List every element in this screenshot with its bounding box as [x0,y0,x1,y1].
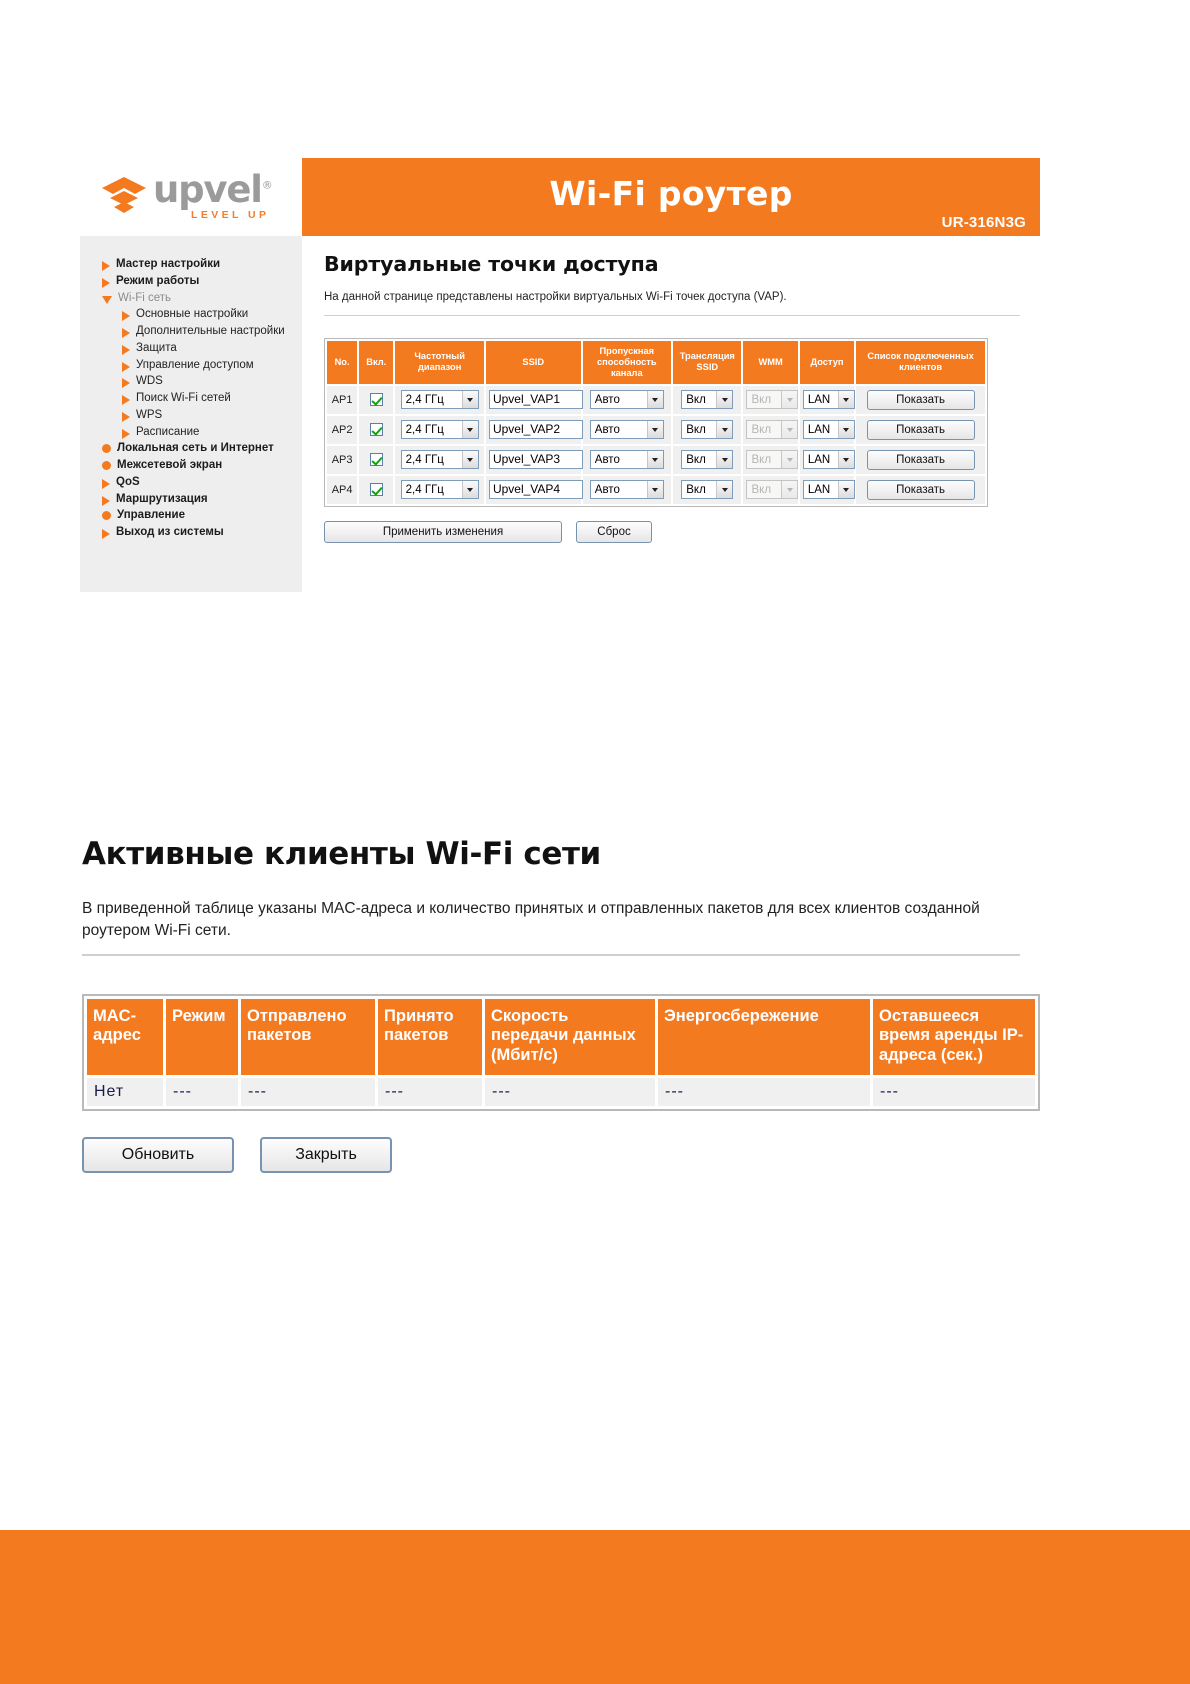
sidebar-item-label: WDS [136,375,163,388]
enable-checkbox[interactable] [370,453,383,466]
col-mac-address: MAC-адрес [87,999,163,1075]
chevron-down-icon [462,391,478,408]
cell-access [800,476,854,504]
sidebar-item-label: WPS [136,408,163,421]
bandwidth-select[interactable] [590,450,664,469]
sidebar-item-16[interactable] [80,524,302,541]
ssid-input[interactable]: Upvel_VAP4 [489,480,583,499]
sidebar-item-14[interactable] [80,491,302,508]
enable-checkbox[interactable] [370,423,383,436]
show-clients-button[interactable]: Показать [867,480,975,500]
clients-table-header-row [87,999,1035,1075]
table-row [327,446,985,474]
chevron-down-icon [838,481,854,498]
broadcast-ssid-select-value: Вкл [686,423,706,436]
chevron-down-icon [781,391,797,408]
vap-table-body [327,386,985,504]
show-clients-button[interactable]: Показать [867,450,975,470]
close-button[interactable]: Закрыть [260,1137,392,1173]
chevron-down-icon [462,481,478,498]
sidebar-item-12[interactable] [80,457,302,474]
col-data-rate: Скорость передачи данных (Мбит/с) [485,999,655,1075]
active-clients-screenshot [82,836,1024,1173]
dot-icon [102,444,111,453]
sidebar-item-13[interactable] [80,474,302,491]
access-select-value: LAN [807,483,831,496]
sidebar-item-0[interactable] [80,256,302,273]
triangle-right-icon [102,479,110,489]
vap-table-header-row [327,341,985,384]
cell-access [800,386,854,414]
active-clients-table [82,994,1040,1111]
triangle-right-icon [122,328,130,338]
col-packets-sent: Отправлено пакетов [241,999,375,1075]
chevron-down-icon [462,451,478,468]
sidebar-item-2[interactable] [80,290,302,307]
broadcast-ssid-select[interactable] [681,450,733,469]
broadcast-ssid-select[interactable] [681,480,733,499]
cell-bandwidth [583,416,672,444]
app-body [80,236,1040,592]
access-select-value: LAN [807,393,831,406]
sidebar-item-label: Режим работы [116,274,200,287]
access-select-value: LAN [807,423,831,436]
col-power-saving: Энергосбережение [658,999,870,1075]
sidebar-item-9[interactable] [80,407,302,424]
triangle-right-icon [122,362,130,372]
cell-wmm [743,476,797,504]
sidebar-item-label: Управление [117,509,185,522]
chevron-down-icon [716,451,732,468]
sidebar-item-5[interactable] [80,340,302,357]
cell-broadcast [673,446,741,474]
sidebar-item-3[interactable] [80,306,302,323]
chevron-down-icon [838,391,854,408]
sidebar-item-10[interactable] [80,424,302,441]
router-admin-screenshot [80,158,1040,592]
cell-clients [856,416,985,444]
col-connected-clients: Список подключенных клиентов [856,341,985,384]
clients-page-description: В приведенной таблице указаны MAC-адреса и количество принятых и отправленных пакетов для всех клиентов созданной роутером Wi-Fi сети. [82,900,980,939]
brand-logo [102,168,272,221]
access-select[interactable] [803,450,855,469]
bandwidth-select[interactable] [590,480,664,499]
page-description: На данной странице представлены настройки виртуальных Wi-Fi точек доступа (VAP). [324,291,787,303]
chevron-down-icon [781,481,797,498]
bandwidth-select-value: Авто [594,423,620,436]
cell-band [395,386,484,414]
table-row [327,416,985,444]
sidebar-item-label: Локальная сеть и Интернет [117,442,274,455]
sidebar-item-8[interactable] [80,390,302,407]
col-packets-received: Принято пакетов [378,999,482,1075]
sidebar-item-6[interactable] [80,357,302,374]
col-lease-time: Оставшееся время аренды IP-адреса (сек.) [873,999,1035,1075]
bandwidth-select[interactable] [590,390,664,409]
sidebar-item-label: Основные настройки [136,308,249,321]
chevron-down-icon [838,451,854,468]
col-band: Частотный диапазон [395,341,484,384]
chevron-down-icon [781,421,797,438]
sidebar-item-label: Поиск Wi-Fi сетей [136,392,231,405]
access-select[interactable] [803,420,855,439]
cell-wmm [743,416,797,444]
device-model-label: UR-316N3G [941,214,1026,231]
logo-pane [80,158,302,236]
cell-wmm [743,446,797,474]
triangle-right-icon [102,261,110,271]
cell-enabled [359,476,393,504]
reset-button[interactable]: Сброс [576,521,652,543]
bandwidth-select-value: Авто [594,453,620,466]
dot-icon [102,511,111,520]
wmm-select [746,450,798,469]
chevron-down-icon [716,481,732,498]
cell-ssid [486,476,581,504]
triangle-right-icon [122,395,130,405]
table-row [87,1078,1035,1106]
chevron-down-icon [647,421,663,438]
sidebar-item-label: QoS [116,475,140,488]
logo-tagline: LEVEL UP [191,208,270,221]
cell-3: --- [378,1078,482,1106]
chevron-down-icon [647,451,663,468]
bandwidth-select-value: Авто [594,483,620,496]
sidebar-item-label: Выход из системы [116,526,224,539]
sidebar-item-label: Маршрутизация [116,492,208,505]
refresh-button[interactable]: Обновить [82,1137,234,1173]
col-no: No. [327,341,357,384]
triangle-right-icon [122,345,130,355]
col-mode: Режим [166,999,238,1075]
ssid-input[interactable]: Upvel_VAP1 [489,390,583,409]
enable-checkbox[interactable] [370,483,383,496]
cell-bandwidth [583,446,672,474]
cell-ssid [486,446,581,474]
page-title: Виртуальные точки доступа [324,252,659,276]
sidebar-item-label: Wi-Fi сеть [118,291,172,304]
cell-enabled [359,386,393,414]
wmm-select [746,390,798,409]
table-row [327,386,985,414]
clients-actions [82,1137,1020,1173]
wmm-select-value: Вкл [751,423,772,436]
cell-enabled [359,446,393,474]
chevron-down-icon [716,421,732,438]
cell-clients [856,386,985,414]
wmm-select [746,420,798,439]
triangle-right-icon [102,278,110,288]
col-broadcast-ssid: Трансляция SSID [673,341,741,384]
cell-6: --- [873,1078,1035,1106]
access-select[interactable] [803,390,855,409]
main-content [302,236,1040,543]
registered-mark: ® [261,178,272,192]
triangle-right-icon [122,311,130,321]
show-clients-button[interactable]: Показать [867,390,975,410]
bottom-accent-band [0,1530,1190,1684]
band-select[interactable] [401,480,479,499]
sidebar-item-label: Защита [136,341,177,354]
chevron-down-icon [462,421,478,438]
col-wmm: WMM [743,341,797,384]
ssid-input[interactable]: Upvel_VAP2 [489,420,583,439]
sidebar-nav [80,236,302,592]
broadcast-ssid-select[interactable] [681,420,733,439]
sidebar-item-11[interactable] [80,440,302,457]
divider [324,315,1020,316]
sidebar-item-4[interactable] [80,323,302,340]
triangle-right-icon [122,378,130,388]
ssid-input[interactable]: Upvel_VAP3 [489,450,583,469]
cell-ssid [486,416,581,444]
wmm-select-value: Вкл [751,393,772,406]
cell-broadcast [673,416,741,444]
sidebar-item-label: Управление доступом [136,358,254,371]
band-select-value: 2,4 ГГц [405,483,444,496]
sidebar-item-1[interactable] [80,273,302,290]
table-row [327,476,985,504]
cell-2: --- [241,1078,375,1106]
cell-wmm [743,386,797,414]
band-select-value: 2,4 ГГц [405,393,444,406]
wmm-select [746,480,798,499]
chevron-down-icon [781,451,797,468]
apply-changes-button[interactable]: Применить изменения [324,521,562,543]
cell-clients [856,476,985,504]
band-select[interactable] [401,390,479,409]
cell-no: AP3 [327,446,357,474]
triangle-down-icon [102,296,112,304]
cell-4: --- [485,1078,655,1106]
triangle-right-icon [122,429,130,439]
sidebar-item-15[interactable] [80,507,302,524]
cell-1: --- [166,1078,238,1106]
cell-band [395,416,484,444]
broadcast-ssid-select-value: Вкл [686,393,706,406]
sidebar-item-label: Межсетевой экран [117,459,223,472]
broadcast-ssid-select-value: Вкл [686,453,706,466]
bandwidth-select[interactable] [590,420,664,439]
cell-clients [856,446,985,474]
cell-no: AP2 [327,416,357,444]
sidebar-item-label: Мастер настройки [116,258,221,271]
triangle-right-icon [102,529,110,539]
cell-5: --- [658,1078,870,1106]
cell-enabled [359,416,393,444]
show-clients-button[interactable]: Показать [867,420,975,440]
band-select-value: 2,4 ГГц [405,423,444,436]
cell-access [800,416,854,444]
cell-no: AP1 [327,386,357,414]
broadcast-ssid-select[interactable] [681,390,733,409]
clients-table-body [87,1078,1035,1106]
logo-wordmark: upvel® [153,168,272,212]
chevron-down-icon [647,391,663,408]
bandwidth-select-value: Авто [594,393,620,406]
wmm-select-value: Вкл [751,483,772,496]
chevron-down-icon [647,481,663,498]
upvel-chevron-logo-icon [102,177,146,217]
cell-ssid [486,386,581,414]
chevron-down-icon [838,421,854,438]
cell-0: Нет [87,1078,163,1106]
clients-divider [82,954,1020,956]
triangle-right-icon [122,412,130,422]
form-actions [324,521,1020,543]
cell-broadcast [673,476,741,504]
sidebar-item-7[interactable] [80,373,302,390]
col-enabled: Вкл. [359,341,393,384]
triangle-right-icon [102,496,110,506]
band-select-value: 2,4 ГГц [405,453,444,466]
cell-band [395,476,484,504]
sidebar-item-label: Дополнительные настройки [136,325,285,338]
clients-page-title: Активные клиенты Wi-Fi сети [82,836,601,872]
page-header-title: Wi-Fi роутер [549,173,793,213]
cell-broadcast [673,386,741,414]
dot-icon [102,461,111,470]
header-title-pane [302,158,1040,236]
col-access: Доступ [800,341,854,384]
cell-band [395,446,484,474]
col-ssid: SSID [486,341,581,384]
app-header [80,158,1040,236]
broadcast-ssid-select-value: Вкл [686,483,706,496]
col-bandwidth: Пропускная способность канала [583,341,672,384]
vap-table [324,338,988,507]
cell-bandwidth [583,386,672,414]
band-select[interactable] [401,450,479,469]
cell-no: AP4 [327,476,357,504]
access-select-value: LAN [807,453,831,466]
cell-bandwidth [583,476,672,504]
cell-access [800,446,854,474]
access-select[interactable] [803,480,855,499]
enable-checkbox[interactable] [370,393,383,406]
wmm-select-value: Вкл [751,453,772,466]
sidebar-item-label: Расписание [136,425,200,438]
band-select[interactable] [401,420,479,439]
chevron-down-icon [716,391,732,408]
